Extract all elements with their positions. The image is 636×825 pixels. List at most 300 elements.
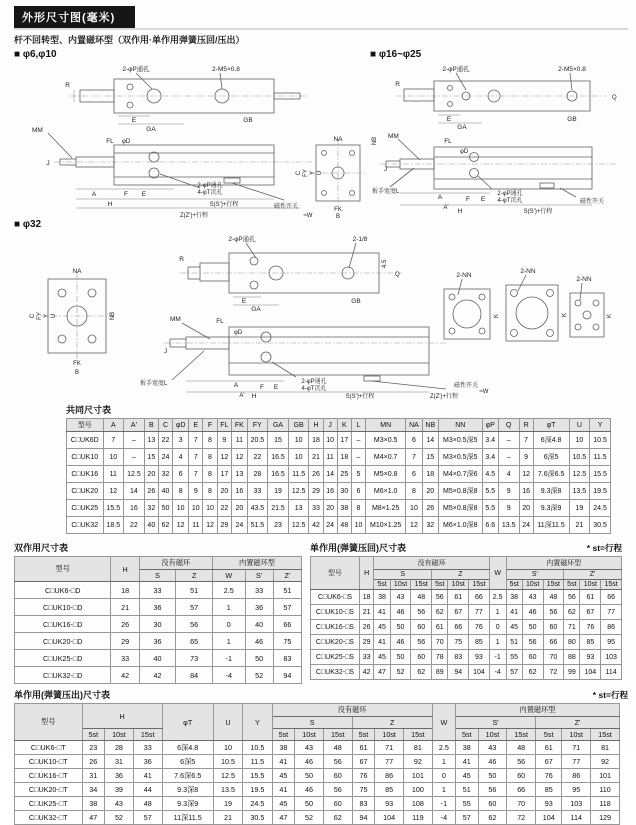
table-cell: 1 bbox=[432, 755, 455, 769]
header-cell: S bbox=[272, 717, 352, 729]
dim-label-mm: MM bbox=[170, 316, 181, 323]
table-cell: 62 bbox=[432, 605, 448, 620]
table-cell: 77 bbox=[375, 755, 404, 769]
table-cell: 48 bbox=[507, 741, 536, 755]
table-cell: 62 bbox=[522, 665, 543, 680]
header-cell: Z bbox=[432, 570, 490, 580]
table-cell: 16.5 bbox=[268, 466, 289, 483]
table-cell: 71 bbox=[564, 620, 580, 635]
model-cell: C□UK16-□T bbox=[15, 769, 83, 783]
table-cell: 29 bbox=[111, 633, 139, 650]
table-cell: 9 bbox=[189, 483, 203, 500]
table-cell: 43 bbox=[295, 741, 324, 755]
table-cell: 92 bbox=[404, 755, 433, 769]
table-cell: 43 bbox=[105, 797, 134, 811]
table-cell: 31 bbox=[82, 769, 105, 783]
table-cell: 30 bbox=[139, 616, 176, 633]
table-cell: 42 bbox=[359, 665, 374, 680]
table-cell: 41 bbox=[374, 635, 390, 650]
header-cell: 10st bbox=[562, 729, 591, 741]
table-cell: 16 bbox=[232, 483, 247, 500]
table-cell: 86 bbox=[601, 620, 622, 635]
table-cell: 41 bbox=[133, 769, 162, 783]
dim-label-nb: NB bbox=[372, 136, 378, 146]
table-cell: 6 bbox=[173, 466, 189, 483]
table-cell: 76 bbox=[536, 769, 562, 783]
dim-label-u: U bbox=[317, 170, 323, 176]
header-cell: Z' bbox=[536, 717, 620, 729]
table-cell: 129 bbox=[591, 811, 620, 825]
table-cell: 15 bbox=[268, 432, 289, 449]
table-cell: – bbox=[498, 432, 519, 449]
page-title: 外形尺寸图(毫米) bbox=[14, 6, 135, 28]
stroke-note-1: * st=行程 bbox=[586, 543, 622, 553]
dim-label-a: A bbox=[233, 382, 239, 389]
table-cell: 41 bbox=[455, 755, 478, 769]
table-cell: 60 bbox=[323, 797, 352, 811]
table-cell: 95 bbox=[601, 635, 622, 650]
table-cell: – bbox=[351, 449, 365, 466]
table-row bbox=[15, 582, 302, 599]
table-cell: 10 bbox=[406, 500, 422, 517]
dim-label-fl: FL bbox=[444, 138, 452, 145]
header-cell: E bbox=[189, 419, 203, 432]
table-cell: 24 bbox=[158, 449, 172, 466]
table-cell: 41 bbox=[272, 755, 295, 769]
table-cell: 85 bbox=[536, 783, 562, 797]
table-cell: 26 bbox=[422, 500, 438, 517]
table-cell: 65 bbox=[176, 633, 213, 650]
table-cell: 24 bbox=[519, 517, 533, 534]
header-cell: Z' bbox=[564, 570, 622, 580]
header-row bbox=[15, 729, 620, 741]
table-cell: 9.3深8 bbox=[533, 483, 569, 500]
header-cell: 型号 bbox=[15, 704, 83, 741]
table-cell: 16.5 bbox=[268, 449, 289, 466]
callout-m5-thread: 2-M5×0.8 bbox=[558, 66, 586, 73]
diagram-block-phi16-25 bbox=[370, 49, 620, 219]
table-cell: 10 bbox=[103, 449, 124, 466]
table-cell: 2.5 bbox=[432, 741, 455, 755]
header-cell: φT bbox=[533, 419, 569, 432]
table-cell: 8 bbox=[203, 466, 217, 483]
table-cell: 22 bbox=[217, 500, 232, 517]
dim-label-h: H bbox=[457, 208, 463, 215]
table-cell: 14 bbox=[422, 432, 438, 449]
table-cell: 24.5 bbox=[590, 500, 611, 517]
table-cell: 52 bbox=[390, 665, 411, 680]
header-cell: 15st bbox=[133, 729, 162, 741]
table-cell: M3×0.5深5 bbox=[438, 432, 482, 449]
table-cell: 21.5 bbox=[268, 500, 289, 517]
header-cell: H bbox=[111, 557, 139, 582]
model-cell: C□UK20-□T bbox=[15, 783, 83, 797]
table-cell: 104 bbox=[469, 665, 490, 680]
table-cell: 8 bbox=[351, 500, 365, 517]
table-cell: 30 bbox=[337, 483, 351, 500]
table-cell: 15.5 bbox=[243, 769, 272, 783]
model-cell: C□UK16 bbox=[67, 466, 104, 483]
table-cell: 8 bbox=[203, 483, 217, 500]
table-cell: 1 bbox=[432, 783, 455, 797]
diagram-phi16-25 bbox=[370, 61, 618, 219]
header-cell: 内置磁环型 bbox=[506, 557, 621, 570]
table-cell: 66 bbox=[601, 590, 622, 605]
table-cell: 18 bbox=[309, 432, 323, 449]
table-cell: 60 bbox=[411, 650, 432, 665]
table-cell: 41 bbox=[272, 783, 295, 797]
table-cell: 94 bbox=[352, 811, 375, 825]
dim-label-mm: MM bbox=[32, 127, 43, 134]
header-cell: 10st bbox=[295, 729, 324, 741]
table-cell: 18 bbox=[111, 582, 139, 599]
dim-label-na: NA bbox=[333, 136, 343, 143]
header-cell: 10st bbox=[580, 580, 601, 590]
table-cell: 71 bbox=[562, 741, 591, 755]
header-cell: 15st bbox=[507, 729, 536, 741]
table-cell: 23 bbox=[82, 741, 105, 755]
table-cell: – bbox=[498, 449, 519, 466]
table-cell: 32 bbox=[144, 500, 158, 517]
header-cell: A bbox=[103, 419, 124, 432]
header-cell: W bbox=[432, 704, 455, 741]
dim-label-z-stroke: Z(Z')+行程 bbox=[180, 213, 208, 219]
dim-label-f: F bbox=[260, 384, 264, 391]
table-cell: 70 bbox=[432, 635, 448, 650]
drawing-shapes bbox=[380, 73, 616, 205]
table-cell: 47 bbox=[374, 665, 390, 680]
table-cell: 85 bbox=[375, 783, 404, 797]
table-cell: 45 bbox=[374, 620, 390, 635]
table-cell: 12.5 bbox=[213, 769, 242, 783]
dim-label-fl: FL bbox=[106, 138, 114, 145]
header-cell: H bbox=[359, 557, 374, 590]
double-acting-block bbox=[14, 537, 302, 684]
table-cell: 12 bbox=[173, 517, 189, 534]
table-cell: 12 bbox=[519, 466, 533, 483]
table-cell: 45 bbox=[272, 797, 295, 811]
table-cell: 26 bbox=[309, 466, 323, 483]
table-cell: 25 bbox=[337, 466, 351, 483]
table-cell: 51 bbox=[506, 635, 522, 650]
table-cell: 81 bbox=[404, 741, 433, 755]
model-cell: C□UK10-□T bbox=[15, 755, 83, 769]
table-cell: 8 bbox=[203, 449, 217, 466]
table-cell: 48 bbox=[323, 741, 352, 755]
table-cell: 60 bbox=[522, 650, 543, 665]
table-cell: M6×1.0 bbox=[366, 483, 406, 500]
table-cell: 41 bbox=[374, 605, 390, 620]
table-cell: 83 bbox=[352, 797, 375, 811]
dim-label-fk: FK bbox=[73, 361, 81, 367]
table-cell: 43 bbox=[522, 590, 543, 605]
header-cell: 内置磁环型 bbox=[212, 557, 301, 570]
dim-label-a-prime: A' bbox=[443, 205, 449, 211]
header-cell: U bbox=[569, 419, 590, 432]
table-cell: 24 bbox=[323, 517, 337, 534]
model-cell: C□UK25 bbox=[67, 500, 104, 517]
model-cell: C□UK25-□D bbox=[15, 650, 111, 667]
table-cell: 51 bbox=[455, 783, 478, 797]
table-cell: 5 bbox=[351, 466, 365, 483]
table-cell: 50 bbox=[295, 769, 324, 783]
table-cell: 93 bbox=[375, 797, 404, 811]
table-cell: 36 bbox=[133, 755, 162, 769]
spring-extend-table bbox=[14, 703, 620, 825]
table-cell: 56 bbox=[411, 635, 432, 650]
table-cell: 38 bbox=[374, 590, 390, 605]
table-cell: M3×0.5深5 bbox=[438, 449, 482, 466]
header-cell: 5st bbox=[564, 580, 580, 590]
spring-return-table bbox=[310, 556, 622, 680]
table-cell: 52 bbox=[295, 811, 324, 825]
table-cell: 56 bbox=[543, 605, 564, 620]
callout-p-holes-2: 2-φP通孔 bbox=[301, 379, 327, 385]
table-row bbox=[15, 633, 302, 650]
table-cell: 52 bbox=[245, 667, 273, 684]
table-cell: 22 bbox=[124, 517, 145, 534]
table-cell: 9 bbox=[217, 432, 232, 449]
table-cell: 75 bbox=[352, 783, 375, 797]
dim-label-r: R bbox=[65, 82, 70, 89]
header-cell: 10st bbox=[448, 580, 469, 590]
table-cell: 51 bbox=[176, 582, 213, 599]
table-cell: – bbox=[124, 449, 145, 466]
table-cell: 70 bbox=[543, 650, 564, 665]
header-cell: W bbox=[212, 570, 245, 582]
callout-p-holes: 2-φP通孔 bbox=[228, 236, 256, 243]
table-cell: 85 bbox=[469, 635, 490, 650]
table-cell: 83 bbox=[448, 650, 469, 665]
table-cell: M5×0.8深8 bbox=[438, 500, 482, 517]
table-cell: 11.5 bbox=[288, 466, 309, 483]
table-cell: 13.5 bbox=[213, 783, 242, 797]
callout-nn-holes-2: 2-NN bbox=[520, 268, 536, 275]
table-cell: 18 bbox=[359, 590, 374, 605]
table-cell: 60 bbox=[478, 797, 507, 811]
header-cell: 没有磁环 bbox=[139, 557, 212, 570]
header-cell: 10st bbox=[522, 580, 543, 590]
dim-label-k-3: K bbox=[607, 313, 613, 319]
dim-label-fy: FY bbox=[303, 169, 309, 177]
header-cell: F bbox=[203, 419, 217, 432]
table-row bbox=[15, 667, 302, 684]
table-cell: 73 bbox=[176, 650, 213, 667]
table-cell: 15 bbox=[422, 449, 438, 466]
table-cell: 48 bbox=[133, 797, 162, 811]
table-cell: 61 bbox=[536, 741, 562, 755]
table-cell: 20 bbox=[232, 500, 247, 517]
table-cell: 12 bbox=[232, 449, 247, 466]
table-cell: -1 bbox=[432, 797, 455, 811]
table-cell: 50 bbox=[390, 620, 411, 635]
header-cell: 5st bbox=[374, 580, 390, 590]
table-cell: 33 bbox=[139, 582, 176, 599]
header-cell: 15st bbox=[404, 729, 433, 741]
dim-label-fy: FY bbox=[37, 312, 43, 320]
table-cell: 52 bbox=[105, 811, 134, 825]
table-cell: 12 bbox=[203, 517, 217, 534]
header-cell: 15st bbox=[323, 729, 352, 741]
table-cell: 13 bbox=[288, 500, 309, 517]
dim-label-e: E bbox=[241, 298, 247, 305]
table-cell: 11深11.5 bbox=[162, 811, 213, 825]
model-cell: C□UK20 bbox=[67, 483, 104, 500]
table-cell: 43.5 bbox=[247, 500, 268, 517]
table-cell: 66 bbox=[507, 783, 536, 797]
callout-mag-switch: 磁性开关 bbox=[273, 204, 299, 210]
table-cell: 62 bbox=[564, 605, 580, 620]
callout-mag-switch: 磁性开关 bbox=[579, 199, 605, 205]
table-row bbox=[67, 517, 611, 534]
table-row bbox=[15, 616, 302, 633]
table-cell: 10 bbox=[288, 449, 309, 466]
header-cell: 型号 bbox=[67, 419, 104, 432]
table-cell: 101 bbox=[591, 769, 620, 783]
table-cell: 44 bbox=[133, 783, 162, 797]
table-cell: 56 bbox=[432, 590, 448, 605]
callout-mag-switch: 磁性开关 bbox=[453, 383, 479, 389]
table-cell: 51 bbox=[273, 582, 301, 599]
table-cell: 6.6 bbox=[482, 517, 498, 534]
table-cell: 114 bbox=[562, 811, 591, 825]
table-cell: 14 bbox=[124, 483, 145, 500]
table-cell: 15.5 bbox=[590, 466, 611, 483]
table-cell: 15.5 bbox=[103, 500, 124, 517]
dim-label-nb: NB bbox=[110, 311, 116, 321]
header-cell: W bbox=[489, 557, 506, 590]
callout-t-holes: 4-φT沉孔 bbox=[497, 198, 523, 204]
table-cell: 66 bbox=[273, 616, 301, 633]
header-cell: 型号 bbox=[311, 557, 360, 590]
table-cell: 13.5 bbox=[498, 517, 519, 534]
table-cell: 10.5 bbox=[569, 449, 590, 466]
table-cell: 66 bbox=[469, 590, 490, 605]
dim-label-y: Y bbox=[310, 170, 316, 176]
table-cell: 5.5 bbox=[482, 500, 498, 517]
table-cell: 38 bbox=[82, 797, 105, 811]
table-cell: 7 bbox=[406, 449, 422, 466]
table-cell: 19 bbox=[268, 483, 289, 500]
table-cell: 0 bbox=[489, 620, 506, 635]
table-cell: 104 bbox=[580, 665, 601, 680]
dim-label-s-stroke: S(S')+行程 bbox=[209, 202, 239, 208]
header-cell: FK bbox=[232, 419, 247, 432]
table-row bbox=[15, 755, 620, 769]
table-cell: 20 bbox=[519, 500, 533, 517]
header-cell: NN bbox=[438, 419, 482, 432]
table-cell: 57 bbox=[506, 665, 522, 680]
diagram-block-phi32 bbox=[14, 219, 628, 399]
dim-label-na: NA bbox=[72, 268, 82, 275]
table-cell: 9.3深9 bbox=[162, 797, 213, 811]
table-cell: 42 bbox=[111, 667, 139, 684]
table-cell: 38 bbox=[455, 741, 478, 755]
table-cell: M6×1.0深8 bbox=[438, 517, 482, 534]
table-cell: 19 bbox=[569, 500, 590, 517]
dim-label-c: C bbox=[30, 313, 36, 319]
table-cell: 10 bbox=[189, 500, 203, 517]
callout-nn-holes-1: 2-NN bbox=[456, 272, 472, 279]
dim-label-ga: GA bbox=[457, 124, 467, 131]
table-row bbox=[311, 605, 622, 620]
table-cell: 15 bbox=[144, 449, 158, 466]
table-cell: 40 bbox=[144, 517, 158, 534]
table-cell: 13 bbox=[144, 432, 158, 449]
mid-tables-row bbox=[14, 537, 628, 684]
table-cell: 23 bbox=[268, 517, 289, 534]
table-cell: 7.6深6.5 bbox=[533, 466, 569, 483]
table-cell: 24.5 bbox=[243, 797, 272, 811]
table-cell: 75 bbox=[448, 635, 469, 650]
table-cell: M4×0.7 bbox=[366, 449, 406, 466]
model-cell: C□UK6D bbox=[67, 432, 104, 449]
table-row bbox=[67, 449, 611, 466]
table-cell: 33 bbox=[111, 650, 139, 667]
table-cell: 3.4 bbox=[482, 449, 498, 466]
header-cell: S' bbox=[506, 570, 564, 580]
table-cell: 48 bbox=[337, 517, 351, 534]
table-cell: 12.5 bbox=[569, 466, 590, 483]
table-cell: 40 bbox=[245, 616, 273, 633]
table-cell: 67 bbox=[352, 755, 375, 769]
table-cell: 50 bbox=[295, 797, 324, 811]
table-cell: 81 bbox=[591, 741, 620, 755]
table-cell: 60 bbox=[507, 769, 536, 783]
model-cell: C□UK10-□S bbox=[311, 605, 360, 620]
table-cell: 19.5 bbox=[590, 483, 611, 500]
table-cell: 26 bbox=[144, 483, 158, 500]
model-cell: C□UK25-□S bbox=[311, 650, 360, 665]
header-cell: Q bbox=[498, 419, 519, 432]
table-cell: -1 bbox=[489, 650, 506, 665]
table-cell: 9.3深8 bbox=[162, 783, 213, 797]
header-cell: 5st bbox=[432, 580, 448, 590]
header-cell: Y bbox=[590, 419, 611, 432]
header-cell: 10st bbox=[478, 729, 507, 741]
table-cell: 99 bbox=[564, 665, 580, 680]
common-dimension-table bbox=[66, 418, 611, 534]
table-cell: 71 bbox=[375, 741, 404, 755]
table-cell: 6深4.8 bbox=[162, 741, 213, 755]
header-row bbox=[67, 419, 611, 432]
table-cell: 93 bbox=[536, 797, 562, 811]
dim-label-s-stroke: S(S')+行程 bbox=[345, 394, 375, 400]
table-cell: 21 bbox=[359, 605, 374, 620]
dim-label-phid: φD bbox=[234, 330, 243, 336]
table-cell: 46 bbox=[295, 755, 324, 769]
table-cell: 72 bbox=[543, 665, 564, 680]
table-cell: 29 bbox=[217, 517, 232, 534]
model-cell: C□UK6-□T bbox=[15, 741, 83, 755]
header-row bbox=[15, 704, 620, 717]
dim-label-a: A bbox=[91, 191, 97, 198]
table-cell: 60 bbox=[543, 620, 564, 635]
table-cell: 3.4 bbox=[482, 432, 498, 449]
table-cell: 11.5 bbox=[590, 449, 611, 466]
table-row bbox=[15, 650, 302, 667]
header-row bbox=[15, 557, 302, 570]
table-cell: 94 bbox=[448, 665, 469, 680]
header-cell: 型号 bbox=[15, 557, 111, 582]
table-cell: 56 bbox=[507, 755, 536, 769]
header-cell: 15st bbox=[411, 580, 432, 590]
diagram-phi32 bbox=[14, 231, 614, 399]
table-cell: 32 bbox=[158, 466, 172, 483]
header-cell: 5st bbox=[82, 729, 105, 741]
section-heading-phi16-25: ■ φ16~φ25 bbox=[370, 49, 422, 60]
table-cell: 61 bbox=[352, 741, 375, 755]
